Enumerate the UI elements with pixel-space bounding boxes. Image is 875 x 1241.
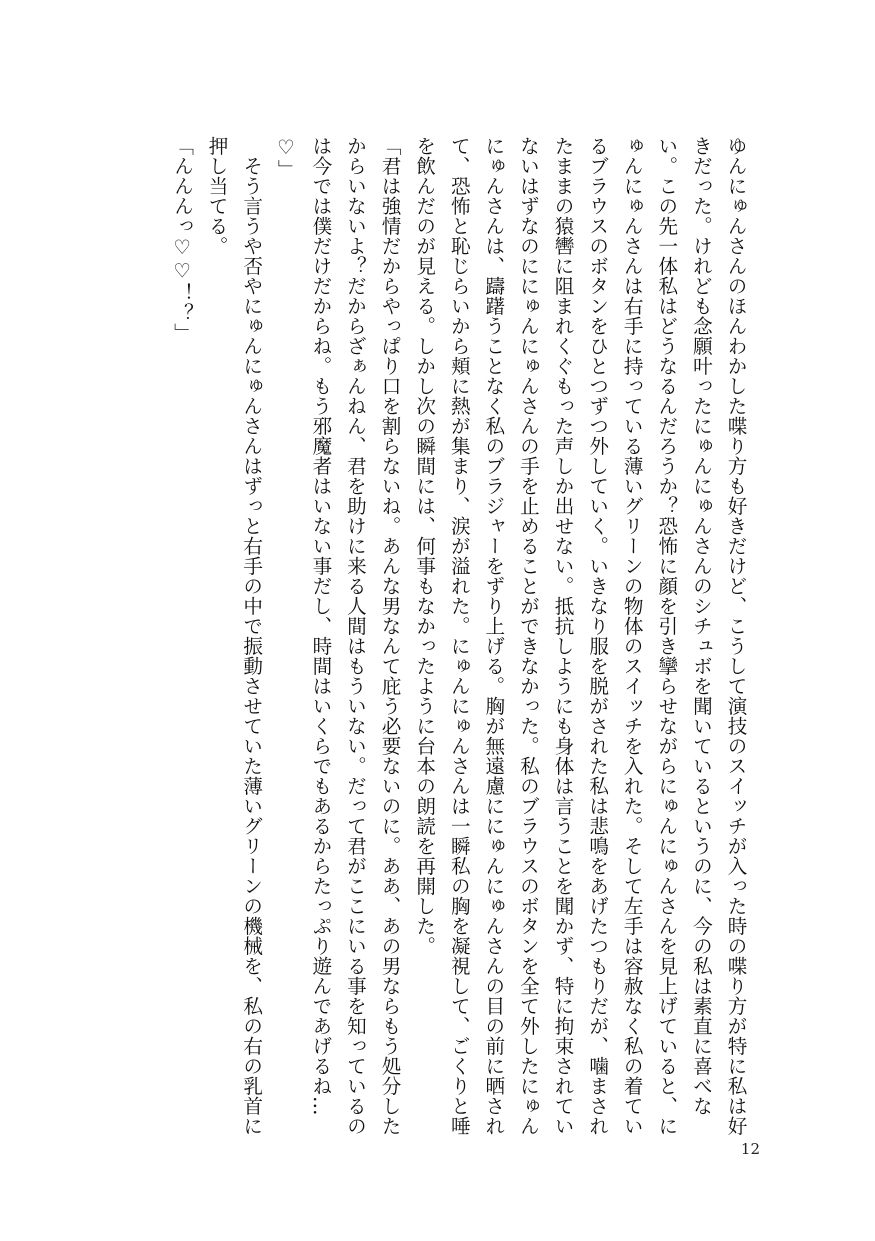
paragraph-dialogue-1: 「君は強情だからやっぱり口を割らないね。あんな男なんて庇う必要ないのに。ああ、あの男ならもう処分したからいないよ？だからざぁんねん、君を助けに来る人間はもういない。だって君がここにいる事を知っているのは今では僕だけだからね。もう邪魔者はいない事だし、時間はいくらでもあるからたっぷり遊んであげるね…♡」 — [274, 136, 402, 1136]
vertical-text-body — [128, 136, 752, 1146]
paragraph-narration-1: ゆんにゅんさんのほんわかした喋り方も好きだけど、こうして演技のスイッチが入った時の喋り方が特に私は好きだった。けれども念願叶ったにゅんにゅんさんのシチュボを聞いているというのに、今の私は素直に喜べない。この先一体私はどうなるんだろうか？恐怖に顔を引き攣らせながらにゅんにゅんさんを見上げていると、にゅんにゅんさんは右手に持っている薄いグリーンの物体のスイッチを入れた。そして左手は容赦なく私の着ているブラウスのボタンをひとつずつ外していく。いきなり服を脱がされた私は悲鳴をあげたつもりだが、噛まされたままの猿轡に阻まれくぐもった声しか出せない。抵抗しようにも身体は言うことを聞かず、特に拘束されていないはずなのににゅんにゅんさんの手を止めることができなかった。私のブラウスのボタンを全て外したにゅんにゅんさんは、躊躇うことなく私のブラジャーをずり上げる。胸が無遠慮ににゅんにゅんさんの目の前に晒されて、恐怖と恥じらいから頬に熱が集まり、涙が溢れた。にゅんにゅんさんは一瞬私の胸を凝視して、ごくりと唾を飲んだのが見える。しかし次の瞬間には、何事もなかったように台本の朗読を再開した。 — [412, 136, 747, 1136]
paragraph-dialogue-2: 「んんんっ♡♡！？」 — [170, 136, 194, 343]
page-number: 12 — [740, 1140, 760, 1158]
paragraph-narration-2: そう言うや否やにゅんにゅんさんはずっと右手の中で振動させていた薄いグリーンの機械を、私の右の乳首に押し当てる。 — [205, 136, 263, 1136]
